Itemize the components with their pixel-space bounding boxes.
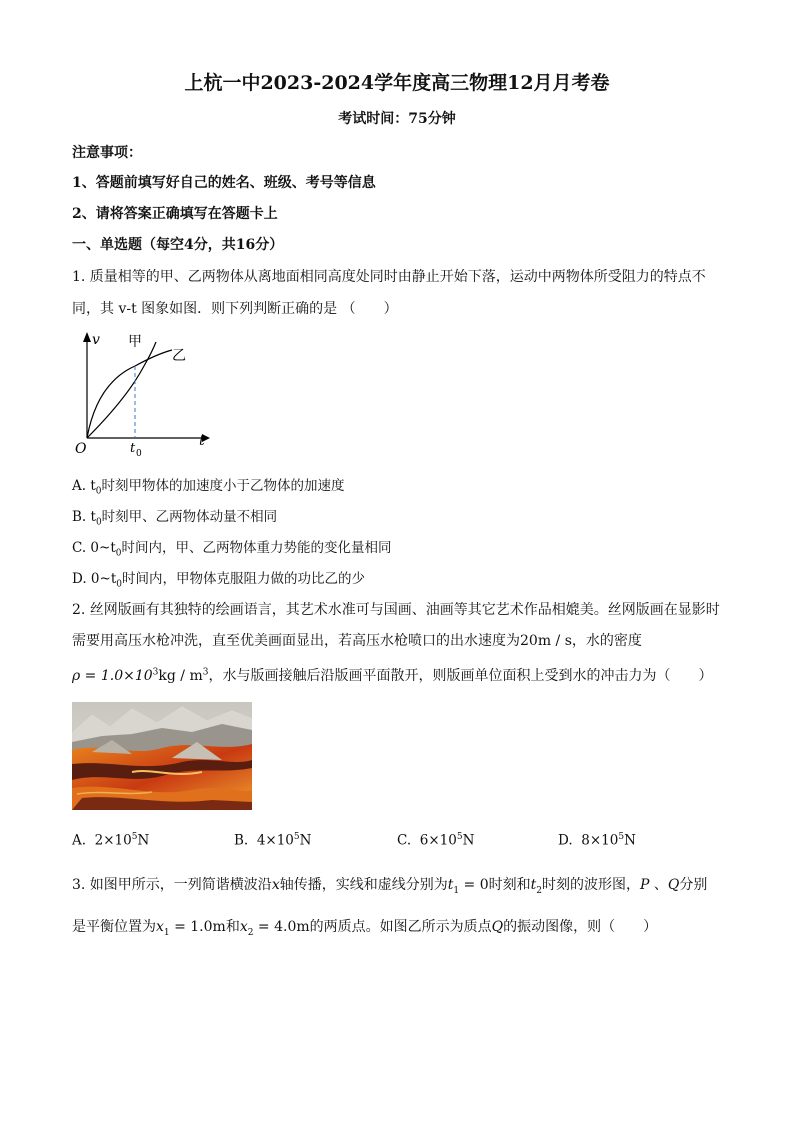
q3-line2-b: 和 xyxy=(225,919,240,935)
notes-heading: 注意事项： xyxy=(72,145,142,161)
q1-option-b-pre: B. t xyxy=(72,509,96,525)
q2-density-unit: kg / m xyxy=(158,668,203,684)
q2-option-b-exp: 5 xyxy=(293,832,300,842)
v-axis-arrow xyxy=(83,332,91,342)
q2-option-a-value: 2×10 xyxy=(94,832,132,849)
q3-p-symbol: P xyxy=(640,877,650,893)
q2-line2-post: ，水的密度 xyxy=(571,633,642,649)
q2-option-c xyxy=(397,832,474,849)
q2-density: ρ = 1.0×10 xyxy=(72,668,153,684)
section-heading-single-choice: 一、单选题（每空4分，共16分） xyxy=(72,237,284,253)
notes-item-1: 1、答题前填写好自己的姓名、班级、考号等信息 xyxy=(72,175,376,191)
q3-q-symbol: Q xyxy=(667,877,680,893)
q2-density-unit-exp: 3 xyxy=(202,667,209,678)
q1-option-b-sub: 0 xyxy=(95,517,102,528)
q2-option-c-unit: N xyxy=(462,832,475,849)
q3-line1-d: 时刻的波形图， xyxy=(542,877,641,893)
q3-t1-symbol: t xyxy=(447,877,454,893)
curve-yi-label: 乙 xyxy=(172,348,186,364)
q2-option-d-unit: N xyxy=(624,832,636,849)
q2-line3-post: ，水与版画接触后沿版画平面散开，则版画单位面积上受到水的冲击力为（ ） xyxy=(208,668,713,684)
q1-option-b xyxy=(72,505,277,528)
q2-option-c-exp: 5 xyxy=(456,832,463,842)
q2-option-b xyxy=(234,832,311,849)
q3-line1-b: 轴传播，实线和虚线分别为 xyxy=(279,877,448,893)
q2-option-a-label: A. xyxy=(72,832,87,849)
page-title: 上杭一中2023-2024学年度高三物理12月月考卷 xyxy=(184,72,610,94)
q2-text-line1: 2. 丝网版画有其独特的绘画语言，其艺术水准可与国画、油画等其它艺术作品相媲美。丝网版画在显影时 xyxy=(72,602,720,618)
q3-text-line1 xyxy=(72,874,707,896)
q3-line1-c: 时刻和 xyxy=(488,877,531,893)
q3-text-line2 xyxy=(72,916,657,938)
q3-line1-e: 、 xyxy=(649,877,668,893)
q3-x-symbol: x xyxy=(271,877,280,893)
v-axis-label: v xyxy=(92,332,100,348)
q2-option-d-label: D. xyxy=(558,832,573,849)
exam-time: 考试时间：75分钟 xyxy=(338,111,456,127)
q2-option-c-label: C. xyxy=(397,832,412,849)
painting-svg xyxy=(72,702,252,810)
q2-option-d-value: 8×10 xyxy=(581,832,619,849)
q2-option-a-unit: N xyxy=(137,832,150,849)
q1-option-a xyxy=(72,474,345,497)
q3-x2-sub: 2 xyxy=(247,927,254,938)
q3-q-symbol-2: Q xyxy=(491,919,504,935)
q2-option-b-label: B. xyxy=(234,832,249,849)
q3-x1-symbol: x xyxy=(156,919,164,935)
q2-option-d-exp: 5 xyxy=(618,832,625,842)
q1-option-c-text: 时间内，甲、乙两物体重力势能的变化量相同 xyxy=(121,540,392,556)
t0-label: t xyxy=(130,441,136,456)
curve-jia xyxy=(87,342,156,438)
q2-option-a xyxy=(72,832,149,849)
q3-x1-sub: 1 xyxy=(163,927,170,938)
q2-text-line3 xyxy=(72,665,712,685)
q1-option-d-text: 时间内，甲物体克服阻力做的功比乙的少 xyxy=(122,571,365,587)
q2-option-b-unit: N xyxy=(299,832,312,849)
q3-t1-value: = 0 xyxy=(459,877,489,893)
t0-label-sub: 0 xyxy=(136,449,142,458)
q1-text-line1: 1. 质量相等的甲、乙两物体从离地面相同高度处同时由静止开始下落，运动中两物体所受阻力的特点不 xyxy=(72,269,706,285)
q2-option-c-value: 6×10 xyxy=(419,832,457,849)
screen-print-painting-image xyxy=(72,702,252,810)
q2-option-a-exp: 5 xyxy=(131,832,138,842)
notes-item-2: 2、请将答案正确填写在答题卡上 xyxy=(72,206,278,222)
q1-option-b-text: 时刻甲、乙两物体动量不相同 xyxy=(101,509,278,525)
q2-option-b-value: 4×10 xyxy=(256,832,294,849)
q2-density-exp: 3 xyxy=(152,667,159,678)
q1-option-d-pre: D. 0~t xyxy=(72,571,117,587)
origin-label: O xyxy=(75,441,87,457)
q3-line2-c: 的两质点。如图乙所示为质点 xyxy=(309,919,492,935)
q2-speed: 20m / s xyxy=(520,633,572,649)
q1-text-line2: 同，其 v-t 图象如图．则下列判断正确的是 （ ） xyxy=(72,301,398,317)
vt-graph xyxy=(72,328,222,458)
q1-option-d-sub: 0 xyxy=(116,579,122,590)
q3-t2-symbol: t xyxy=(530,877,537,893)
q3-line1-f: 分别 xyxy=(679,877,708,893)
q3-t2-sub: 2 xyxy=(536,885,543,896)
q3-line1-a: 3. 如图甲所示，一列简谐横波沿 xyxy=(72,877,272,893)
q1-option-d xyxy=(72,567,365,590)
q3-line2-a: 是平衡位置为 xyxy=(72,919,156,935)
q1-option-c xyxy=(72,536,392,559)
q3-x2-value: = 4.0m xyxy=(253,919,310,935)
curve-jia-label: 甲 xyxy=(128,334,142,350)
q3-x2-symbol: x xyxy=(239,919,248,935)
q2-option-d xyxy=(558,832,636,849)
q1-option-c-sub: 0 xyxy=(115,548,122,559)
vt-graph-svg xyxy=(72,328,222,458)
q2-text-line2 xyxy=(72,630,642,650)
q3-line2-d: 的振动图像，则（ ） xyxy=(503,919,658,935)
q3-t1-sub: 1 xyxy=(453,885,460,896)
q1-option-a-sub: 0 xyxy=(95,486,102,497)
q3-x1-value: = 1.0m xyxy=(169,919,226,935)
q1-option-a-text: 时刻甲物体的加速度小于乙物体的加速度 xyxy=(101,478,345,494)
q1-option-a-pre: A. t xyxy=(72,478,96,494)
q1-option-c-pre: C. 0~t xyxy=(72,540,116,556)
q2-line2-text: 需要用高压水枪冲洗，直至优美画面显出，若高压水枪喷口的出水速度为 xyxy=(72,633,520,649)
t-axis-label: t xyxy=(199,433,205,449)
